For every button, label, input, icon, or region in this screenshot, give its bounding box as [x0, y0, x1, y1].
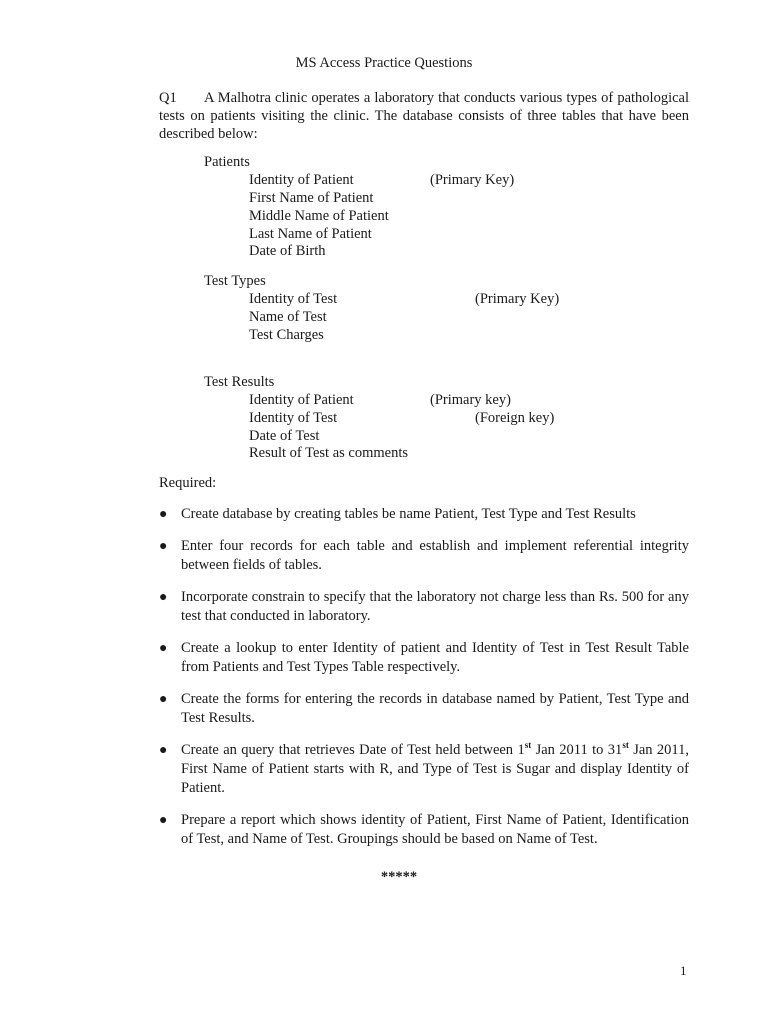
- requirement-text-part: Create an query that retrieves Date of Test held between 1: [181, 742, 525, 758]
- list-item: [159, 588, 689, 626]
- ordinal-suffix: st: [622, 740, 629, 751]
- field-label: Identity of Test: [249, 291, 338, 307]
- list-item: [159, 639, 689, 677]
- list-item: [159, 811, 689, 849]
- table-name-test-results: Test Results: [204, 374, 275, 390]
- ordinal-suffix: st: [524, 740, 532, 751]
- section-separator: *****: [380, 869, 418, 885]
- field-key: (Primary Key): [475, 291, 560, 307]
- bullet-icon: ●: [159, 692, 168, 707]
- list-item: [159, 741, 689, 798]
- bullet-icon: ●: [159, 641, 168, 656]
- field-label: Test Charges: [249, 327, 324, 343]
- field-label: Identity of Patient: [249, 172, 354, 188]
- field-label: Middle Name of Patient: [249, 208, 389, 224]
- requirements-list: [159, 505, 689, 862]
- field-label: Date of Test: [249, 428, 320, 444]
- requirement-text: Create the forms for entering the records in database named by Patient, Test Type and Test Results.: [181, 691, 689, 726]
- field-label: Identity of Test: [249, 410, 338, 426]
- bullet-icon: ●: [159, 539, 168, 554]
- requirement-text-part: Jan 2011 to 31: [531, 742, 623, 758]
- requirement-text: Create database by creating tables be name Patient, Test Type and Test Results: [181, 506, 636, 522]
- requirement-text: Create a lookup to enter Identity of patient and Identity of Test in Test Result Table from Patients and Test Types Table respectively.: [181, 640, 689, 675]
- requirement-text: [181, 742, 689, 796]
- field-label: Identity of Patient: [249, 392, 354, 408]
- field-label: Last Name of Patient: [249, 226, 372, 242]
- field-key: (Primary key): [430, 392, 511, 408]
- bullet-icon: ●: [159, 590, 168, 605]
- field-label: Date of Birth: [249, 243, 326, 259]
- field-label: Name of Test: [249, 309, 327, 325]
- page-title: MS Access Practice Questions: [295, 55, 473, 71]
- field-label: Result of Test as comments: [249, 445, 409, 461]
- list-item: [159, 537, 689, 575]
- bullet-icon: ●: [159, 813, 168, 828]
- bullet-icon: ●: [159, 507, 168, 522]
- requirement-text: Prepare a report which shows identity of Patient, First Name of Patient, Identification of Test, and Name of Test. Groupings should be based on Name of Test.: [181, 812, 689, 847]
- table-name-test-types: Test Types: [204, 273, 266, 289]
- question-text: A Malhotra clinic operates a laboratory that conducts various types of pathological tests on patients visiting the clinic. The database consists of three tables that have been described below:: [159, 90, 689, 142]
- field-label: First Name of Patient: [249, 190, 374, 206]
- requirement-text: Incorporate constrain to specify that the laboratory not charge less than Rs. 500 for any test that conducted in laboratory.: [181, 589, 689, 624]
- field-key: (Foreign key): [475, 410, 555, 426]
- requirement-text: Enter four records for each table and establish and implement referential integrity between fields of tables.: [181, 538, 689, 573]
- list-item: [159, 690, 689, 728]
- table-name-patients: Patients: [204, 154, 250, 170]
- page-number: 1: [680, 963, 687, 978]
- required-label: Required:: [159, 475, 217, 491]
- requirement-text-part: Jan 2011, First Name of Patient starts with R, and Type of Test is Sugar and display Identity of Patient.: [181, 742, 689, 796]
- question-label: Q1: [159, 90, 177, 106]
- field-key: (Primary Key): [430, 172, 515, 188]
- question-intro: [159, 89, 689, 143]
- bullet-icon: ●: [159, 743, 168, 758]
- list-item: [159, 505, 689, 524]
